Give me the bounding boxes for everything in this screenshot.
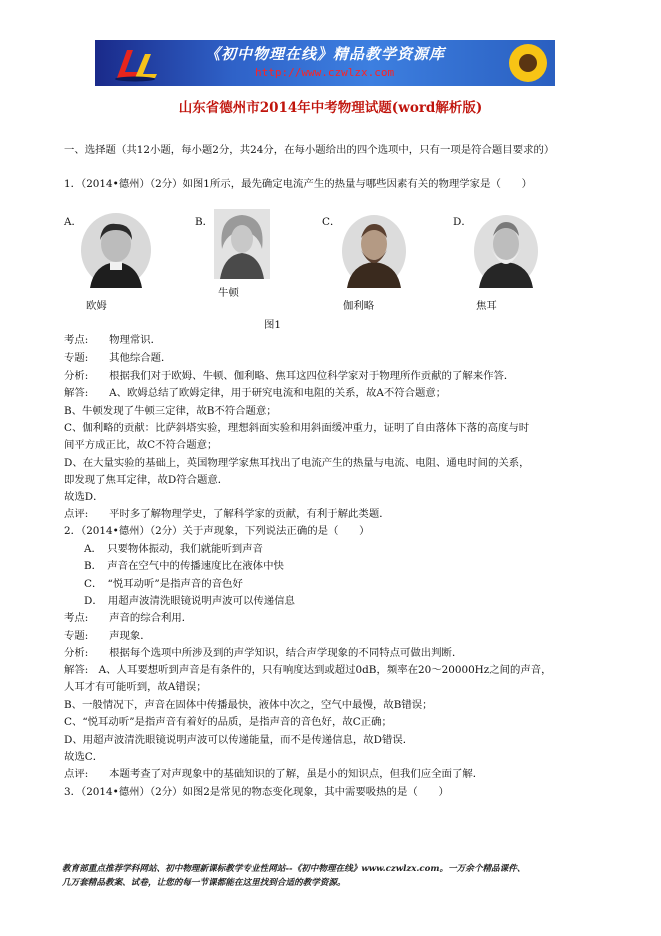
q2-jieda-line: B、一般情况下，声音在固体中传播最快，液体中次之，空气中最慢，故B错误；: [64, 699, 433, 711]
q1-jieda-line: 间平方成正比，故C不符合题意；: [64, 439, 218, 451]
q2-option-c: C． “悦耳动听”是指声音的音色好: [84, 578, 243, 590]
footer-line-1: 教育部重点推荐学科网站、初中物理新课标教学专业性网站--《初中物理在线》www.czwlzx.com。一万余个精品课件、: [62, 864, 526, 874]
q1-option-b-letter: B．: [195, 216, 214, 228]
joule-portrait-image: [473, 214, 539, 288]
q1-kaodian: 考点: 物理常识．: [64, 334, 162, 346]
newton-portrait-image: [214, 209, 270, 279]
q1-jieda-line: 即发现了焦耳定律，故D符合题意．: [64, 474, 229, 486]
q1-jieda-line: B、牛顿发现了牛顿三定律，故B不符合题意；: [64, 405, 277, 417]
q1-stem: 1．（2014•德州）（2分）如图1所示，最先确定电流产生的热量与哪些因素有关的物理学家是（ ）: [64, 178, 533, 190]
q1-answer: 故选D．: [64, 491, 104, 503]
q2-option-b: B． 声音在空气中的传播速度比在液体中快: [84, 560, 284, 572]
banner-url: http://www.czwlzx.com: [255, 66, 395, 79]
sunflower-icon: [507, 42, 549, 84]
q1-dianping: 点评: 平时多了解物理学史，了解科学家的贡献，有利于解此类题．: [64, 508, 390, 520]
ohm-name-label: 欧姆: [86, 300, 107, 312]
document-title: 山东省德州市2014年中考物理试题(word解析版): [178, 100, 483, 116]
q2-fenxi: 分析: 根据每个选项中所涉及到的声学知识，结合声学现象的不同特点可做出判断．: [64, 647, 463, 659]
q2-jieda-line: D、用超声波清洗眼镜说明声波可以传递能量，而不是传递信息，故D错误．: [64, 734, 414, 746]
page-footer: [62, 862, 607, 890]
q3-stem: 3．（2014•德州）（2分）如图2是常见的物态变化现象，其中需要吸热的是（ ）: [64, 786, 449, 798]
q1-option-c-letter: C．: [322, 216, 341, 228]
q2-stem: 2．（2014•德州）（2分）关于声现象，下列说法正确的是（ ）: [64, 525, 370, 537]
q2-answer: 故选C．: [64, 751, 104, 763]
joule-name-label: 焦耳: [476, 300, 497, 312]
figure-1-caption: 图1: [264, 319, 282, 331]
footer-line-2: 几万套精品教案、试卷，让您的每一节课都能在这里找到合适的教学资源。: [62, 878, 346, 888]
q2-jieda-line: 人耳才有可能听到，故A错误；: [64, 681, 207, 693]
q1-option-a-letter: A．: [64, 216, 82, 228]
site-logo-icon: [113, 44, 159, 82]
q1-option-d-letter: D．: [453, 216, 472, 228]
q1-fenxi: 分析: 根据我们对于欧姆、牛顿、伽利略、焦耳这四位科学家对于物理所作贡献的了解来作答．: [64, 370, 515, 382]
q2-option-a: A． 只要物体振动，我们就能听到声音: [84, 543, 263, 555]
header-banner: [95, 40, 555, 86]
section-heading: 一、选择题（共12小题，每小题2分，共24分，在每小题给出的四个选项中，只有一项是符合题目要求的）: [64, 144, 555, 156]
q1-jieda-line: C、伽利略的贡献：比萨斜塔实验，理想斜面实验和用斜面缓冲重力，证明了自由落体下落的高度与时: [64, 422, 530, 434]
q2-jieda-line: 解答: A、人耳要想听到声音是有条件的，只有响度达到或超过0dB，频率在20～20000Hz之间的声音，: [64, 664, 552, 676]
q2-option-d: D． 用超声波清洗眼镜说明声波可以传递信息: [84, 595, 295, 607]
q1-zhuanti: 专题: 其他综合题．: [64, 352, 172, 364]
ohm-portrait-image: [80, 212, 152, 288]
q2-kaodian: 考点: 声音的综合利用．: [64, 612, 193, 624]
newton-name-label: 牛顿: [218, 287, 239, 299]
q2-zhuanti: 专题: 声现象．: [64, 630, 151, 642]
banner-title: 《初中物理在线》精品教学资源库: [205, 45, 446, 63]
q2-dianping: 点评: 本题考查了对声现象中的基础知识的了解，虽是小的知识点，但我们应全面了解．: [64, 768, 484, 780]
galileo-name-label: 伽利略: [343, 300, 375, 312]
q2-jieda-line: C、“悦耳动听”是指声音有着好的品质，是指声音的音色好，故C正确；: [64, 716, 392, 728]
q1-jieda-line: D、在大量实验的基础上，英国物理学家焦耳找出了电流产生的热量与电流、电阻、通电时间的关系，: [64, 457, 530, 469]
galileo-portrait-image: [341, 214, 407, 288]
q1-jieda-line: 解答: A、欧姆总结了欧姆定律，用于研究电流和电阻的关系，故A不符合题意；: [64, 387, 447, 399]
